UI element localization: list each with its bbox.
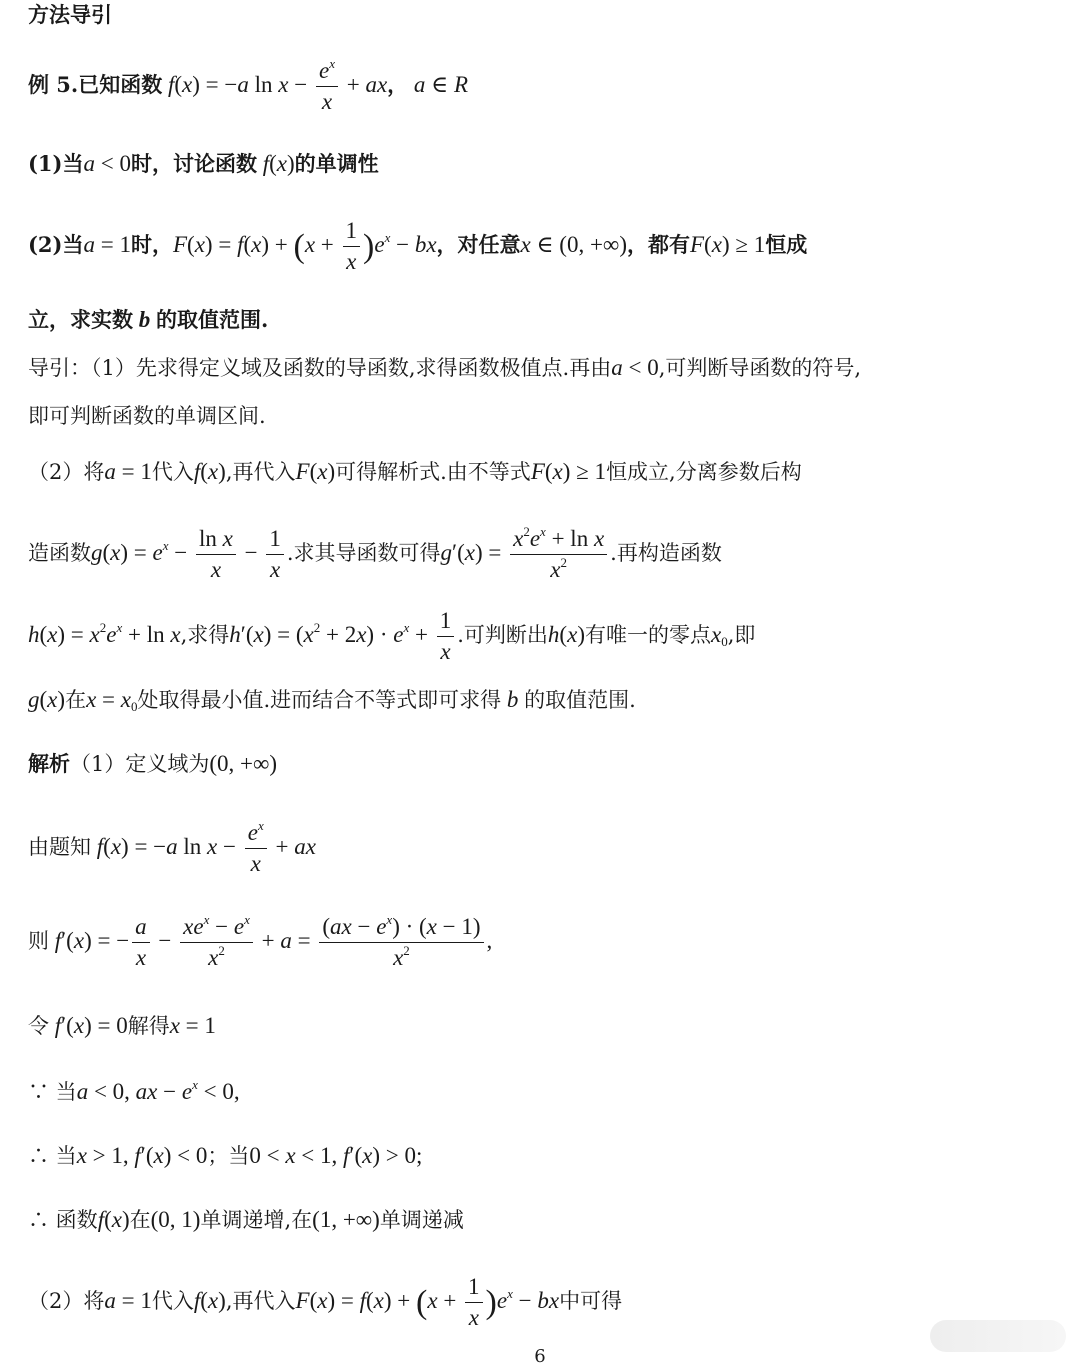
guide-line-3: （2）将a = 1代入f(x),再代入F(x)可得解析式.由不等式F(x) ≥ 1恒成立,分离参数后构 bbox=[28, 459, 802, 484]
guide-line-5: $h(x) = x^2e^x + \ln x$,求得$h'(x) = (x^2 + 2x) \cdot e^x$ + $\frac{1}{x}$ .可判断出h(x)有唯一的零点$x_0$,即 bbox=[28, 608, 756, 665]
page-number: 6 bbox=[534, 1346, 546, 1367]
question-1: (1)当a < 0时，讨论函数 f(x)的单调性 bbox=[28, 151, 379, 176]
guide-line-4: 造函数$g(x) = e^x$ − $\frac{\text{ln x}}{x}$ − $\frac{1}{x}$ .求其导函数可得g′(x) = $\frac{x^2e^x + \ln x}{x^2}$ .再构造函数 bbox=[28, 524, 722, 583]
guide-line-2: 即可判断函数的单调区间. bbox=[28, 404, 266, 428]
example-statement: 例 5.已知函数 f(x) = −a ln x − $\frac{e^x}{x}$ + ax， a ∈ R bbox=[28, 56, 469, 115]
section-heading: 方法导引 bbox=[28, 2, 112, 27]
solution-line-7: ∴ 函数f(x)在(0, 1)单调递增,在(1, +∞)单调递减 bbox=[28, 1207, 464, 1232]
solution-line-8: （2）将a = 1代入f(x),再代入F(x) = f(x) + (x + $\frac{1}{x}$ )$e^x$ − bx中可得 bbox=[28, 1274, 623, 1331]
solution-line-6: ∴ 当x > 1, f′(x) < 0；当0 < x < 1, f′(x) > 0; bbox=[28, 1143, 423, 1168]
solution-line-2: 由题知 f(x) = −a ln x − $\frac{e^x}{x}$ + ax bbox=[28, 818, 316, 877]
question-2: (2)当a = 1时，F(x) = f(x) + (x + $\frac{1}{x}$ )$e^x$ − bx，对任意x ∈ (0, +∞)，都有F(x) ≥ 1恒成 bbox=[28, 218, 808, 275]
solution-line-4: 令 f′(x) = 0解得x = 1 bbox=[28, 1013, 216, 1038]
solution-line-5: ∵ 当a < 0, ax − $e^x < 0$, bbox=[28, 1077, 240, 1104]
solution-line-3: 则 f′(x) = − $\frac{a}{x}$ − $\frac{xe^x - e^x}{x^2}$ + a = $\frac{(ax - e^x) \cdot (x - 1)}{x^2}$ , bbox=[28, 912, 493, 971]
question-2-continued: 立，求实数 b 的取值范围. bbox=[28, 307, 269, 332]
solution-line-1: 解析（1）定义域为(0, +∞) bbox=[28, 751, 278, 776]
guide-line-1: 导引：（1）先求得定义域及函数的导函数,求得函数极值点.再由a < 0,可判断导函数的符号, bbox=[28, 355, 862, 380]
guide-line-6: g(x)在$x = x_0$处取得最小值.进而结合不等式即可求得 b 的取值范围. bbox=[28, 687, 636, 714]
